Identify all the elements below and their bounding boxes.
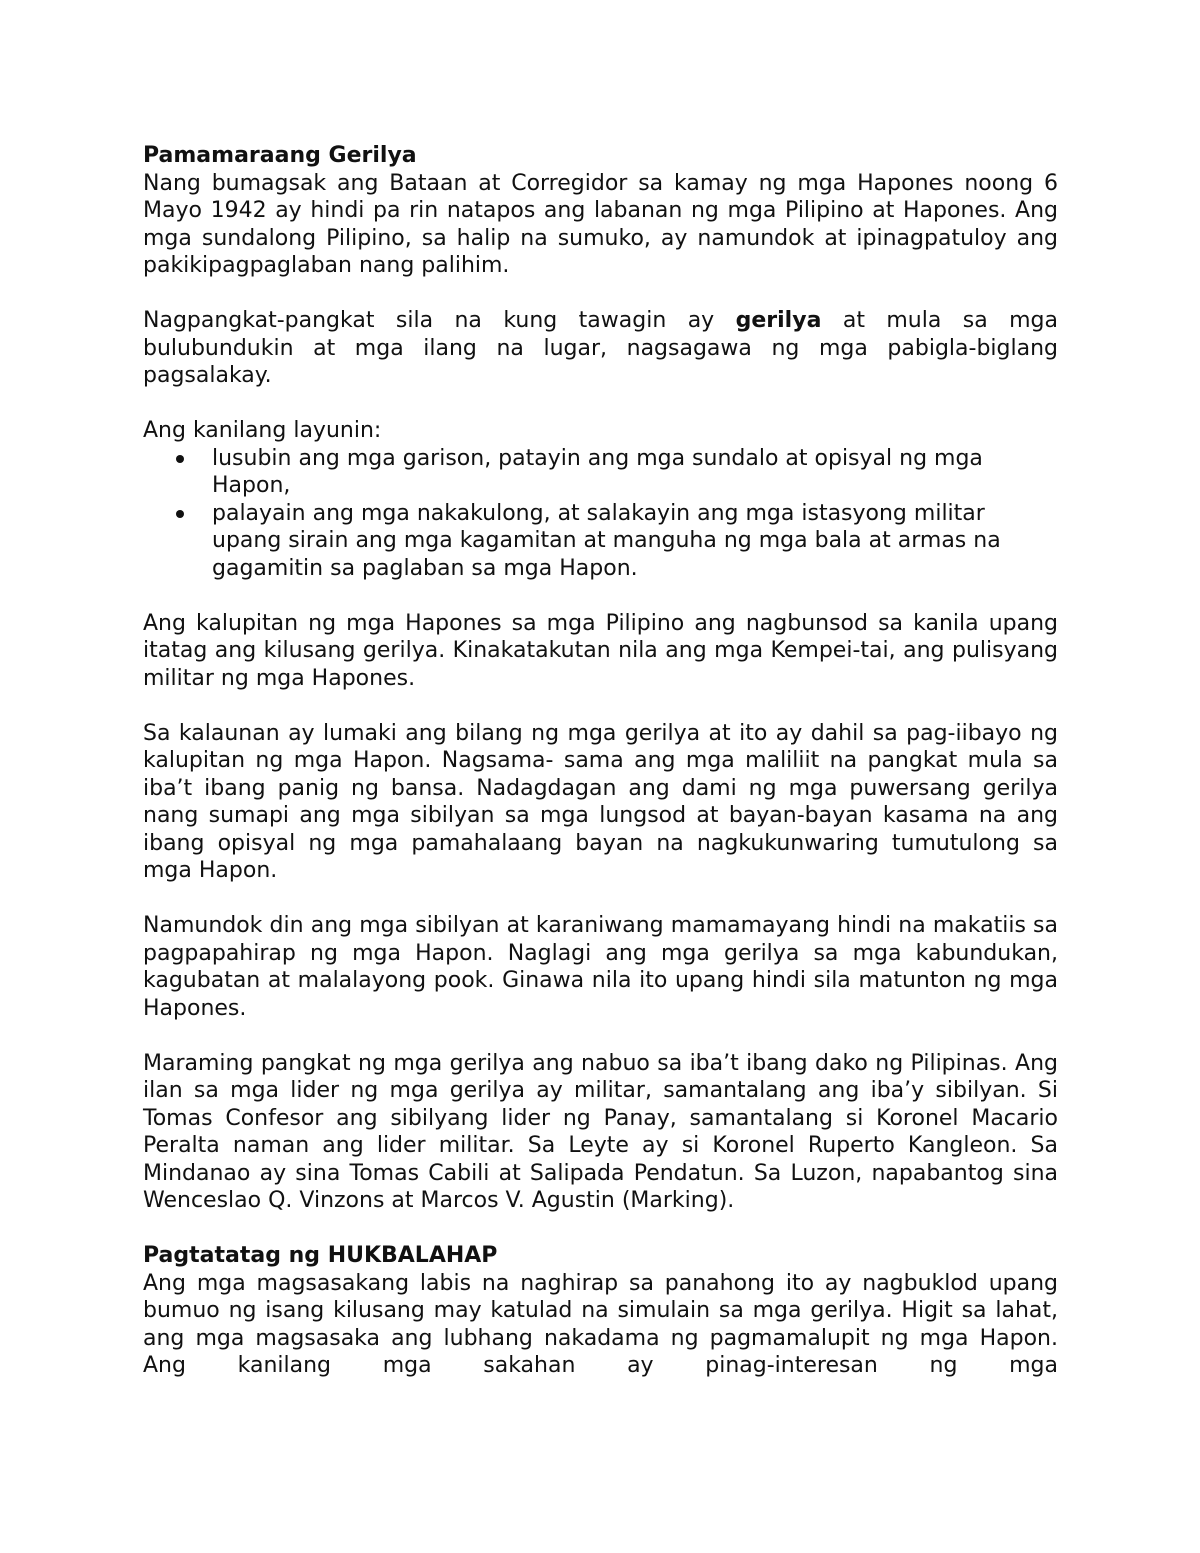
section-heading-hukbalahap: Pagtatatag ng HUKBALAHAP: [143, 1243, 498, 1268]
goals-list: [143, 445, 1058, 583]
goals-intro: Ang kanilang layunin:: [143, 418, 382, 443]
paragraph-spacer: [143, 1022, 1058, 1050]
paragraph-spacer: [143, 280, 1058, 308]
paragraph-spacer: [143, 692, 1058, 720]
bold-term-gerilya: gerilya: [735, 308, 822, 333]
section-heading-pamamaraang-gerilya: Pamamaraang Gerilya: [143, 143, 417, 168]
paragraph-bataan-corregidor: Nang bumagsak ang Bataan at Corregidor sa kamay ng mga Hapones noong 6 Mayo 1942 ay hindi pa rin natapos ang labanan ng mga Pilipino at Hapones. Ang mga sundalong Pilipino, sa halip na sumuko, ay namundok at ipinagpatuloy ang pakikipagpaglaban nang palihim.: [143, 170, 1058, 278]
bullet-icon: [176, 455, 184, 463]
list-item-text: palayain ang mga nakakulong, at salakayin ang mga istasyong militar upang sirain ang mga kagamitan at manguha ng mga bala at armas na gagamitin sa paglaban sa mga Hapon.: [212, 500, 1001, 581]
paragraph-spacer: [143, 885, 1058, 913]
paragraph-magsasaka: Ang mga magsasakang labis na naghirap sa panahong ito ay nagbuklod upang bumuo ng isang kilusang may katulad na simulain sa mga gerilya. Higit sa lahat, ang mga magsasaka ang lubhang nakadama ng pagmamalupit ng mga Hapon. Ang kanilang mga sakahan ay pinag-interesan ng mga: [143, 1270, 1058, 1378]
paragraph-namundok: Namundok din ang mga sibilyan at karaniwang mamamayang hindi na makatiis sa pagpapahirap ng mga Hapon. Naglagi ang mga gerilya sa mga kabundukan, kagubatan at malalayong pook. Ginawa nila ito upang hindi sila matunton ng mga Hapones.: [143, 913, 1058, 1021]
list-item: [212, 500, 1058, 583]
paragraph-gerilya-text-after: at mula sa mga bulubundukin at mga ilang na lugar, nagsagawa ng mga pabigla-biglang pagsalakay.: [143, 308, 1059, 388]
list-item-text: lusubin ang mga garison, patayin ang mga sundalo at opisyal ng mga Hapon,: [212, 445, 983, 498]
list-item: [212, 445, 1058, 500]
paragraph-lider: Maraming pangkat ng mga gerilya ang nabuo sa iba’t ibang dako ng Pilipinas. Ang ilan sa mga lider ng mga gerilya ay militar, samantalang ang iba’y sibilyan. Si Tomas Confesor ang sibilyang lider ng Panay, samantalang si Koronel Macario Peralta naman ang lider militar. Sa Leyte ay si Koronel Ruperto Kangleon. Sa Mindanao ay sina Tomas Cabili at Salipada Pendatun. Sa Luzon, napabantog sina Wenceslao Q. Vinzons at Marcos V. Agustin (Marking).: [143, 1050, 1058, 1213]
paragraph-spacer: [143, 390, 1058, 418]
paragraph-gerilya-text-before: Nagpangkat-pangkat sila na kung tawagin ay: [143, 308, 736, 333]
paragraph-kalaunan: Sa kalaunan ay lumaki ang bilang ng mga gerilya at ito ay dahil sa pag-iibayo ng kalupitan ng mga Hapon. Nagsama- sama ang mga maliliit na pangkat mula sa iba’t ibang panig ng bansa. Nadagdagan ang dami ng mga puwersang gerilya nang sumapi ang mga sibilyan sa mga lungsod at bayan-bayan kasama na ang ibang opisyal ng mga pamahalaang bayan na nagkukunwaring tumutulong sa mga Hapon.: [143, 720, 1058, 883]
bullet-icon: [176, 510, 184, 518]
paragraph-gerilya-definition: [143, 307, 1058, 390]
document-page: [143, 142, 1058, 1380]
paragraph-spacer: [143, 1215, 1058, 1243]
paragraph-kalupitan: Ang kalupitan ng mga Hapones sa mga Pilipino ang nagbunsod sa kanila upang itatag ang kilusang gerilya. Kinakatakutan nila ang mga Kempei-tai, ang pulisyang militar ng mga Hapones.: [143, 610, 1058, 691]
paragraph-spacer: [143, 582, 1058, 610]
